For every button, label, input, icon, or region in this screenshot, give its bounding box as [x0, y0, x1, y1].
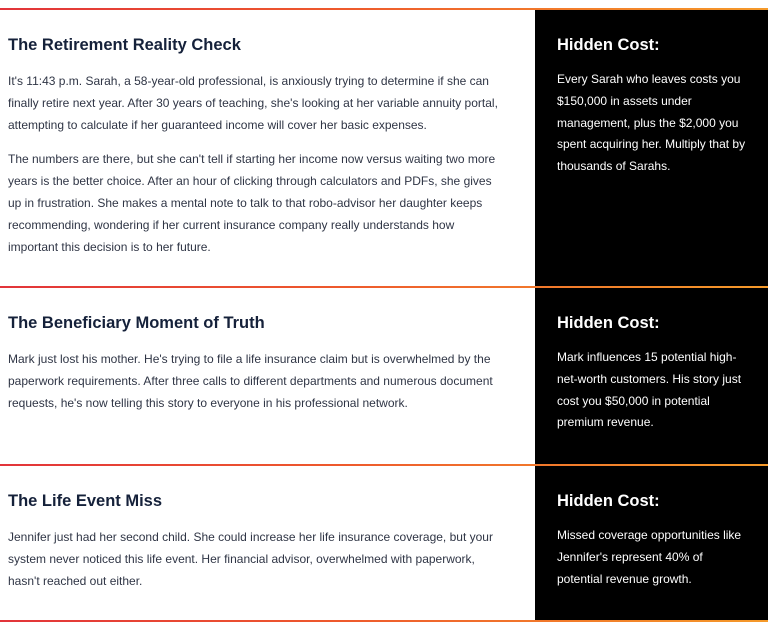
hidden-cost-title: Hidden Cost: [557, 314, 660, 332]
scenario-retirement [0, 10, 768, 286]
hidden-cost-text: Every Sarah who leaves costs you $150,000 in assets under management, plus the $2,000 you spent acquiring her. Multiply that by thousands of Sarahs. [557, 72, 746, 174]
hidden-cost-panel [535, 466, 768, 620]
scenario-paragraph: Jennifer just had her second child. She could increase her life insurance coverage, but your system never noticed this life event. Her financial advisor, overwhelmed with paperwork, hasn't reached out either. [8, 530, 493, 588]
scenario-story [0, 466, 535, 620]
hidden-cost-panel [535, 288, 768, 464]
hidden-cost-text: Mark influences 15 potential high-net-worth customers. His story just cost you $50,000 in potential premium revenue. [557, 350, 742, 430]
scenario-story [0, 10, 535, 286]
scenario-title: The Retirement Reality Check [8, 36, 241, 54]
scenario-paragraph: It's 11:43 p.m. Sarah, a 58-year-old professional, is anxiously trying to determine if she can finally retire next year. After 30 years of teaching, she's looking at her variable annuity portal, attempting to calculate if her guaranteed income will cover her basic expenses. [8, 74, 498, 132]
scenario-title: The Life Event Miss [8, 492, 163, 510]
scenario-paragraph: The numbers are there, but she can't tell if starting her income now versus waiting two more years is the better choice. After an hour of clicking through calculators and PDFs, she gives up in frustration. She makes a mental note to talk to that robo-advisor her daughter keeps recommending, wondering if her current insurance company really understands how important this decision is to her future. [8, 152, 496, 254]
divider-bottom [0, 620, 768, 622]
scenario-beneficiary [0, 288, 768, 464]
scenario-title: The Beneficiary Moment of Truth [8, 314, 265, 332]
scenario-story [0, 288, 535, 464]
hidden-cost-title: Hidden Cost: [557, 36, 660, 54]
hidden-cost-title: Hidden Cost: [557, 492, 660, 510]
hidden-cost-text: Missed coverage opportunities like Jennifer's represent 40% of potential revenue growth. [557, 528, 742, 586]
scenario-paragraph: Mark just lost his mother. He's trying to file a life insurance claim but is overwhelmed by the paperwork requirements. After three calls to different departments and numerous document requests, he's now telling this story to everyone in his professional network. [8, 352, 493, 410]
scenario-life-event [0, 466, 768, 620]
hidden-cost-panel [535, 10, 768, 286]
